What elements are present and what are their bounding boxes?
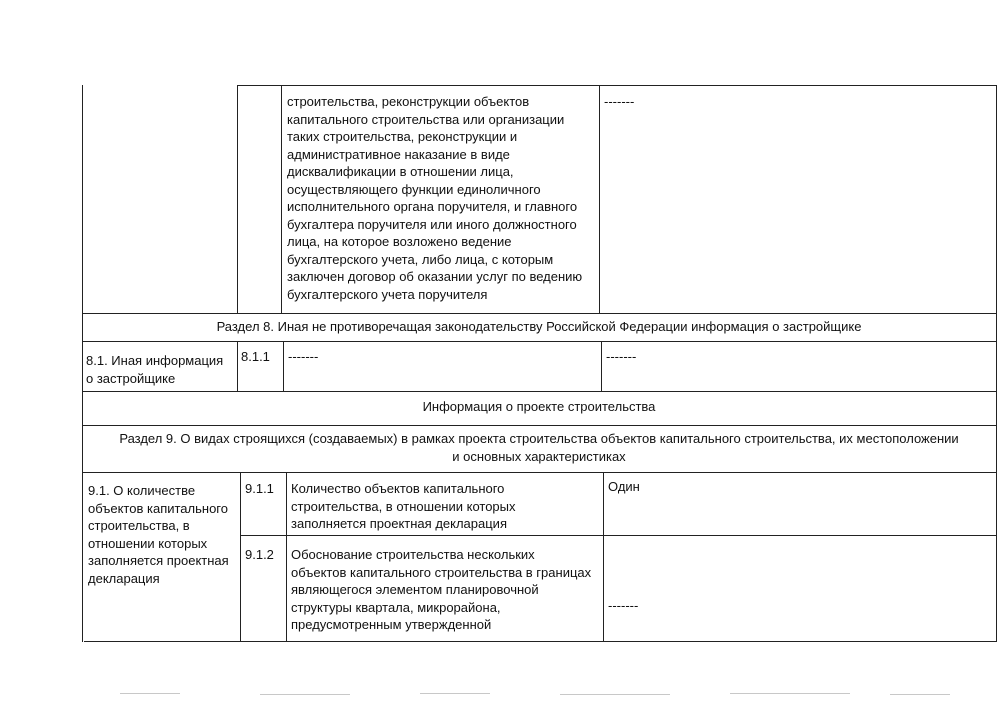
scan-artifact (420, 693, 490, 694)
top-row-description: строительства, реконструкции объектов капитального строительства или организации таких строительства, реконструкции и административное наказание в виде дисквалификации в отношении лица, осуществляющего функции единоличного исполнительного органа поручителя, и главного бухгалтера поручителя или иного должностного лица, на которое возложено ведение бухгалтерского учета, либо лица, с которым заключен договор об оказании услуг по ведению бухгалтерского учета поручителя (287, 94, 583, 302)
column-divider (283, 341, 284, 391)
scan-artifact (120, 693, 180, 694)
column-divider (237, 341, 238, 391)
column-divider (603, 472, 604, 641)
scan-artifact (560, 694, 670, 695)
row-9-1-2-code: 9.1.2 (245, 547, 274, 562)
project-info-header: Информация о проекте строительства (422, 399, 656, 414)
section-8-1-code: 8.1.1 (241, 349, 270, 364)
scan-artifact (730, 693, 850, 694)
row-9-1-2-value: ------- (608, 598, 639, 613)
section-8-1-value: ------- (606, 349, 637, 364)
column-divider (240, 472, 241, 641)
row-divider (82, 425, 996, 426)
table-top-border (237, 85, 996, 86)
row-9-1-1-value: Один (608, 479, 640, 494)
row-divider (82, 313, 996, 314)
column-divider (286, 472, 287, 641)
row-9-1-1-description: Количество объектов капитального строительства, в отношении которых заполняется проектная декларация (291, 481, 516, 531)
column-divider (601, 341, 602, 391)
row-divider (82, 341, 996, 342)
section-9-1-label: 9.1. О количестве объектов капитального строительства, в отношении которых заполняется проектная декларация (88, 483, 229, 586)
column-divider (237, 85, 238, 313)
scan-artifact (260, 694, 350, 695)
column-divider (599, 85, 600, 313)
table-bottom-border (84, 641, 996, 642)
section-9-title: Раздел 9. О видах строящихся (создаваемых) в рамках проекта строительства объектов капитального строительства, их местоположении и основных характеристиках (119, 431, 959, 464)
section-8-1-description: ------- (288, 349, 319, 364)
table-right-border (996, 85, 997, 642)
row-divider (82, 472, 996, 473)
row-divider (82, 391, 996, 392)
table-left-border (82, 85, 83, 642)
section-8-1-label: 8.1. Иная информация о застройщике (86, 353, 224, 386)
top-row-value: ------- (604, 94, 635, 109)
row-9-1-2-description: Обоснование строительства нескольких объектов капитального строительства в границах являющегося элементом планировочной структуры квартала, микрорайона, предусмотренным утвержденной (291, 547, 592, 632)
row-divider (240, 535, 996, 536)
row-9-1-1-code: 9.1.1 (245, 481, 274, 496)
section-8-title: Раздел 8. Иная не противоречащая законодательству Российской Федерации информация о застройщике (216, 319, 862, 334)
column-divider (281, 85, 282, 313)
scan-artifact (890, 694, 950, 695)
